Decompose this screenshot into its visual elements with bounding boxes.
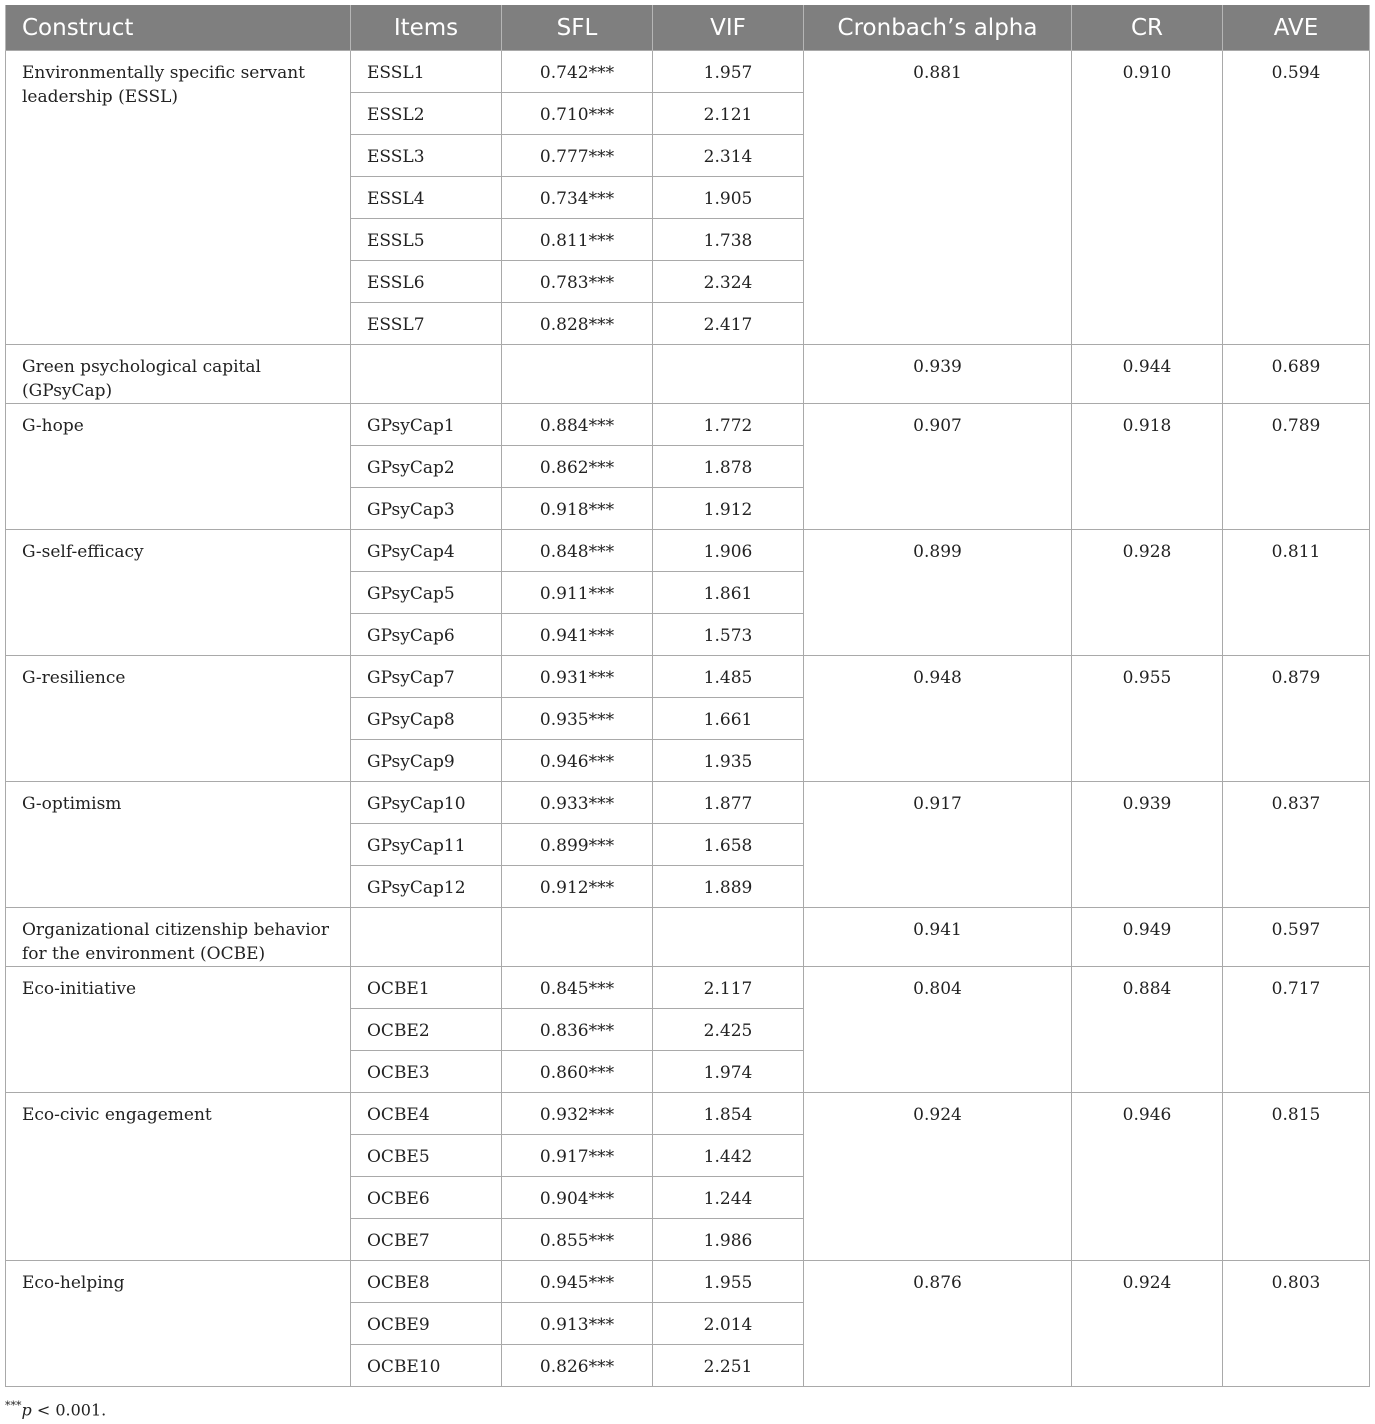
footnote-text: < 0.001. [31,1400,107,1420]
header-sfl: SFL [502,5,653,51]
table-row [6,345,1370,404]
item-cell: ESSL2 [351,93,502,135]
vif-cell: 2.324 [653,261,804,303]
sfl-cell: 0.884*** [502,404,653,446]
ave-cell: 0.789 [1223,404,1370,530]
item-cell: GPsyCap8 [351,698,502,740]
cr-cell: 0.944 [1072,345,1223,404]
cronbach-alpha-cell: 0.907 [804,404,1072,530]
vif-cell: 1.772 [653,404,804,446]
sfl-cell: 0.946*** [502,740,653,782]
vif-cell: 1.957 [653,51,804,93]
table-row [6,530,1370,572]
item-cell: GPsyCap11 [351,824,502,866]
cr-cell: 0.884 [1072,967,1223,1093]
ave-cell: 0.689 [1223,345,1370,404]
cr-cell: 0.910 [1072,51,1223,345]
cr-cell: 0.955 [1072,656,1223,782]
vif-cell: 1.485 [653,656,804,698]
item-cell: GPsyCap9 [351,740,502,782]
vif-cell: 1.986 [653,1219,804,1261]
vif-cell: 1.738 [653,219,804,261]
cr-cell: 0.918 [1072,404,1223,530]
ave-cell: 0.594 [1223,51,1370,345]
sfl-cell: 0.945*** [502,1261,653,1303]
cronbach-alpha-cell: 0.899 [804,530,1072,656]
footnote-symbol: p [21,1400,32,1420]
sfl-cell: 0.742*** [502,51,653,93]
sfl-cell: 0.811*** [502,219,653,261]
vif-cell: 2.251 [653,1345,804,1387]
item-cell: OCBE6 [351,1177,502,1219]
vif-cell: 2.417 [653,303,804,345]
construct-cell: Eco-civic engagement [6,1093,351,1261]
table-row [6,1093,1370,1135]
construct-cell: Eco-helping [6,1261,351,1387]
item-cell [351,908,502,967]
vif-cell: 1.935 [653,740,804,782]
header-cr: CR [1072,5,1223,51]
table-row [6,908,1370,967]
sfl-cell: 0.917*** [502,1135,653,1177]
item-cell: GPsyCap5 [351,572,502,614]
construct-cell: G-self-efficacy [6,530,351,656]
vif-cell: 1.573 [653,614,804,656]
construct-cell: G-resilience [6,656,351,782]
item-cell: GPsyCap4 [351,530,502,572]
vif-cell: 1.244 [653,1177,804,1219]
ave-cell: 0.717 [1223,967,1370,1093]
sfl-cell: 0.899*** [502,824,653,866]
vif-cell: 1.889 [653,866,804,908]
table-row [6,51,1370,93]
header-construct: Construct [6,5,351,51]
item-cell: GPsyCap1 [351,404,502,446]
sfl-cell: 0.860*** [502,1051,653,1093]
construct-cell: Organizational citizenship behavior for the environment (OCBE) [6,908,351,967]
sfl-cell: 0.913*** [502,1303,653,1345]
cronbach-alpha-cell: 0.876 [804,1261,1072,1387]
cronbach-alpha-cell: 0.881 [804,51,1072,345]
header-items: Items [351,5,502,51]
sfl-cell [502,345,653,404]
header-vif: VIF [653,5,804,51]
header-row [6,5,1370,51]
footnote-marker: *** [5,1399,22,1412]
sfl-cell: 0.931*** [502,656,653,698]
table-row [6,1261,1370,1303]
item-cell: OCBE10 [351,1345,502,1387]
table-row [6,404,1370,446]
item-cell: ESSL4 [351,177,502,219]
vif-cell: 2.425 [653,1009,804,1051]
item-cell: OCBE1 [351,967,502,1009]
item-cell: GPsyCap10 [351,782,502,824]
item-cell: OCBE8 [351,1261,502,1303]
vif-cell: 1.442 [653,1135,804,1177]
cronbach-alpha-cell: 0.917 [804,782,1072,908]
sfl-cell: 0.941*** [502,614,653,656]
measurement-model-table [5,5,1370,1387]
cronbach-alpha-cell: 0.948 [804,656,1072,782]
sfl-cell: 0.855*** [502,1219,653,1261]
sfl-cell: 0.845*** [502,967,653,1009]
sfl-cell: 0.935*** [502,698,653,740]
ave-cell: 0.837 [1223,782,1370,908]
vif-cell: 2.014 [653,1303,804,1345]
vif-cell: 1.905 [653,177,804,219]
item-cell: ESSL5 [351,219,502,261]
vif-cell [653,908,804,967]
vif-cell: 1.661 [653,698,804,740]
item-cell: GPsyCap7 [351,656,502,698]
construct-cell: Eco-initiative [6,967,351,1093]
ave-cell: 0.879 [1223,656,1370,782]
item-cell: OCBE2 [351,1009,502,1051]
sfl-cell: 0.911*** [502,572,653,614]
construct-cell: G-optimism [6,782,351,908]
vif-cell: 1.878 [653,446,804,488]
item-cell: ESSL3 [351,135,502,177]
sfl-cell: 0.912*** [502,866,653,908]
table-row [6,782,1370,824]
sfl-cell: 0.933*** [502,782,653,824]
ave-cell: 0.597 [1223,908,1370,967]
cronbach-alpha-cell: 0.941 [804,908,1072,967]
vif-cell: 1.854 [653,1093,804,1135]
vif-cell: 1.912 [653,488,804,530]
vif-cell: 1.861 [653,572,804,614]
cr-cell: 0.946 [1072,1093,1223,1261]
vif-cell: 1.974 [653,1051,804,1093]
construct-cell: Environmentally specific servant leadership (ESSL) [6,51,351,345]
item-cell: ESSL7 [351,303,502,345]
item-cell: GPsyCap2 [351,446,502,488]
sfl-cell [502,908,653,967]
ave-cell: 0.811 [1223,530,1370,656]
vif-cell: 1.955 [653,1261,804,1303]
vif-cell [653,345,804,404]
sfl-cell: 0.848*** [502,530,653,572]
vif-cell: 1.906 [653,530,804,572]
cr-cell: 0.928 [1072,530,1223,656]
vif-cell: 1.877 [653,782,804,824]
item-cell: ESSL6 [351,261,502,303]
cr-cell: 0.939 [1072,782,1223,908]
item-cell: OCBE4 [351,1093,502,1135]
item-cell: ESSL1 [351,51,502,93]
sfl-cell: 0.932*** [502,1093,653,1135]
item-cell: OCBE5 [351,1135,502,1177]
table-body [6,51,1370,1387]
sfl-cell: 0.918*** [502,488,653,530]
sfl-cell: 0.826*** [502,1345,653,1387]
item-cell: OCBE7 [351,1219,502,1261]
item-cell: OCBE9 [351,1303,502,1345]
cronbach-alpha-cell: 0.939 [804,345,1072,404]
sfl-cell: 0.734*** [502,177,653,219]
sfl-cell: 0.862*** [502,446,653,488]
item-cell: OCBE3 [351,1051,502,1093]
cronbach-alpha-cell: 0.804 [804,967,1072,1093]
item-cell: GPsyCap3 [351,488,502,530]
sfl-cell: 0.904*** [502,1177,653,1219]
header-cronbach-alpha: Cronbach’s alpha [804,5,1072,51]
cr-cell: 0.924 [1072,1261,1223,1387]
cronbach-alpha-cell: 0.924 [804,1093,1072,1261]
table-footnote [5,1399,106,1419]
vif-cell: 2.314 [653,135,804,177]
item-cell [351,345,502,404]
sfl-cell: 0.777*** [502,135,653,177]
table-row [6,967,1370,1009]
sfl-cell: 0.783*** [502,261,653,303]
sfl-cell: 0.828*** [502,303,653,345]
vif-cell: 2.117 [653,967,804,1009]
vif-cell: 1.658 [653,824,804,866]
results-table-container [5,5,1369,1387]
item-cell: GPsyCap12 [351,866,502,908]
cr-cell: 0.949 [1072,908,1223,967]
sfl-cell: 0.836*** [502,1009,653,1051]
item-cell: GPsyCap6 [351,614,502,656]
sfl-cell: 0.710*** [502,93,653,135]
table-row [6,656,1370,698]
construct-cell: G-hope [6,404,351,530]
header-ave: AVE [1223,5,1370,51]
ave-cell: 0.815 [1223,1093,1370,1261]
vif-cell: 2.121 [653,93,804,135]
construct-cell: Green psychological capital (GPsyCap) [6,345,351,404]
ave-cell: 0.803 [1223,1261,1370,1387]
